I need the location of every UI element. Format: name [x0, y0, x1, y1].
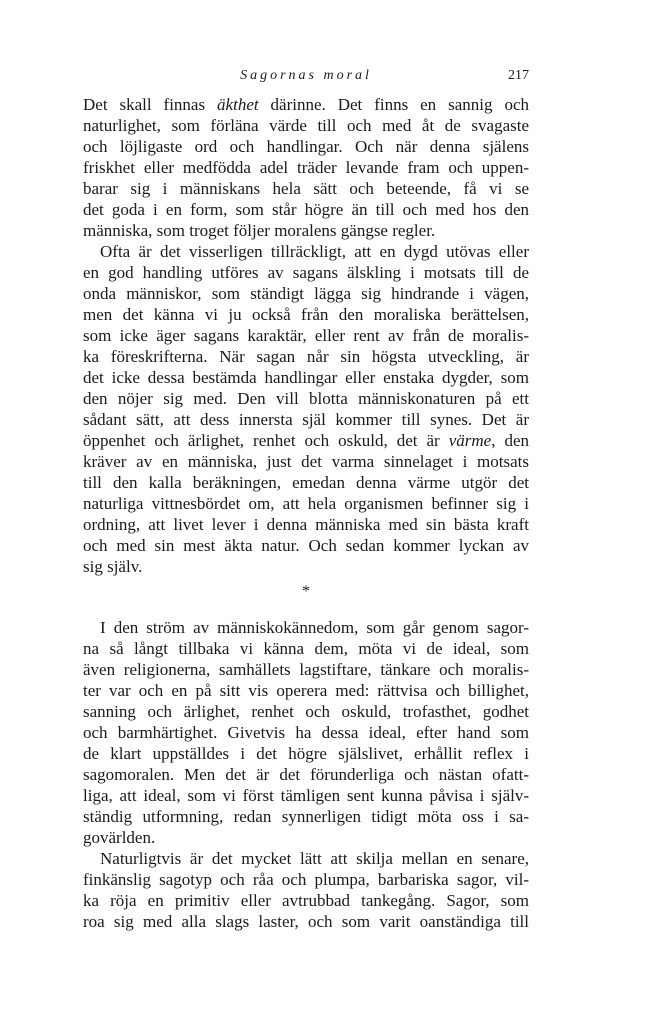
text-line: finkänslig sagotyp och råa och plumpa, barbariska sagor, vil- [83, 870, 529, 889]
text-line: och löjligaste ord och handlingar. Och när denna själens [83, 137, 529, 156]
text-line: roa sig med alla slags laster, och som varit oanständiga till [83, 912, 529, 931]
text-line: na så långt tillbaka vi känna dem, möta vi de ideal, som [83, 639, 529, 658]
section-separator: * [302, 583, 310, 600]
text-line: och barmhärtighet. Givetvis ha dessa ideal, efter hand som [83, 723, 529, 742]
text-line: barar sig i människans hela sätt och beteende, få vi se [83, 179, 529, 198]
text-line: den nöjer sig med. Den vill blotta människonaturen på ett [83, 389, 529, 408]
text-line: det icke dessa bestämda handlingar eller enstaka dygder, som [83, 368, 529, 387]
text-line: naturlighet, som förläna värde till och med åt de svagaste [83, 116, 529, 135]
text-line: naturliga vittnesbördet om, att hela organismen befinner sig i [83, 494, 529, 513]
emphasis: äkthet [217, 95, 259, 114]
text-line: govärlden. [83, 828, 156, 847]
text-line: friskhet eller medfödda adel träder levande fram och uppen- [83, 158, 529, 177]
paragraph [83, 617, 529, 848]
text-line: sådant sätt, att dess innersta själ kommer till synes. Det är [83, 410, 529, 429]
text-line: det goda i en form, som står högre än till och med hos den [83, 200, 529, 219]
text-line: sagomoralen. Men det är det förunderliga och nästan ofatt- [83, 765, 529, 784]
text-line: och med sin mest äkta natur. Och sedan kommer lyckan av [83, 536, 529, 555]
emphasis: värme [448, 431, 492, 450]
text-line: liga, att ideal, som vi först tämligen sent kunna påvisa i själv- [83, 786, 529, 805]
text-line: ständig utformning, redan synnerligen tidigt möta oss i sa- [83, 807, 529, 826]
text-line: som icke äger sagans karaktär, eller rent av från de moralis- [83, 326, 529, 345]
text-line: de klart uppställdes i det högre själslivet, erhållit reflex i [83, 744, 529, 763]
text-line: ordning, att livet lever i denna människa med sin bästa kraft [83, 515, 529, 534]
text-line: öppenhet och ärlighet, renhet och oskuld, det är värme, den [83, 431, 529, 450]
text-line: onda människor, som ständigt lägga sig hindrande i vägen, [83, 284, 529, 303]
page-number: 217 [508, 68, 529, 83]
text-line: sanning och ärlighet, renhet och oskuld, trofasthet, godhet [83, 702, 529, 721]
text-line: ter var och en på sitt vis operera med: rättvisa och billighet, [83, 681, 529, 700]
text-line: ka röja en primitiv eller avtrubbad tankegång. Sagor, som [83, 891, 529, 910]
text-line: till den kalla beräkningen, emedan denna värme utgör det [83, 473, 529, 492]
text-line: en god handling utföres av sagans älskling i motsats till de [83, 263, 529, 282]
body-text [83, 94, 529, 932]
text-line: I den ström av människokännedom, som går genom sagor- [100, 618, 529, 637]
running-title: Sagornas moral [240, 68, 372, 83]
paragraph [83, 241, 529, 577]
page-header [83, 68, 529, 90]
text-line: Ofta är det visserligen tillräckligt, att en dygd utövas eller [100, 242, 529, 261]
text-line: ka föreskrifterna. När sagan når sin högsta utveckling, är [83, 347, 529, 366]
text-line: men det känna vi ju också från den moraliska berättelsen, [83, 305, 529, 324]
paragraph [83, 94, 529, 241]
text-line: Det skall finnas äkthet därinne. Det finns en sannig och [83, 95, 530, 114]
text-line: även religionerna, samhällets lagstiftare, tänkare och moralis- [83, 660, 529, 679]
text-line: Naturligtvis är det mycket lätt att skilja mellan en senare, [100, 849, 529, 868]
paragraph [83, 848, 529, 932]
text-line: kräver av en människa, just det varma sinnelaget i motsats [83, 452, 529, 471]
text-line: människa, som troget följer moralens gängse regler. [83, 221, 436, 240]
text-line: sig själv. [83, 557, 143, 576]
